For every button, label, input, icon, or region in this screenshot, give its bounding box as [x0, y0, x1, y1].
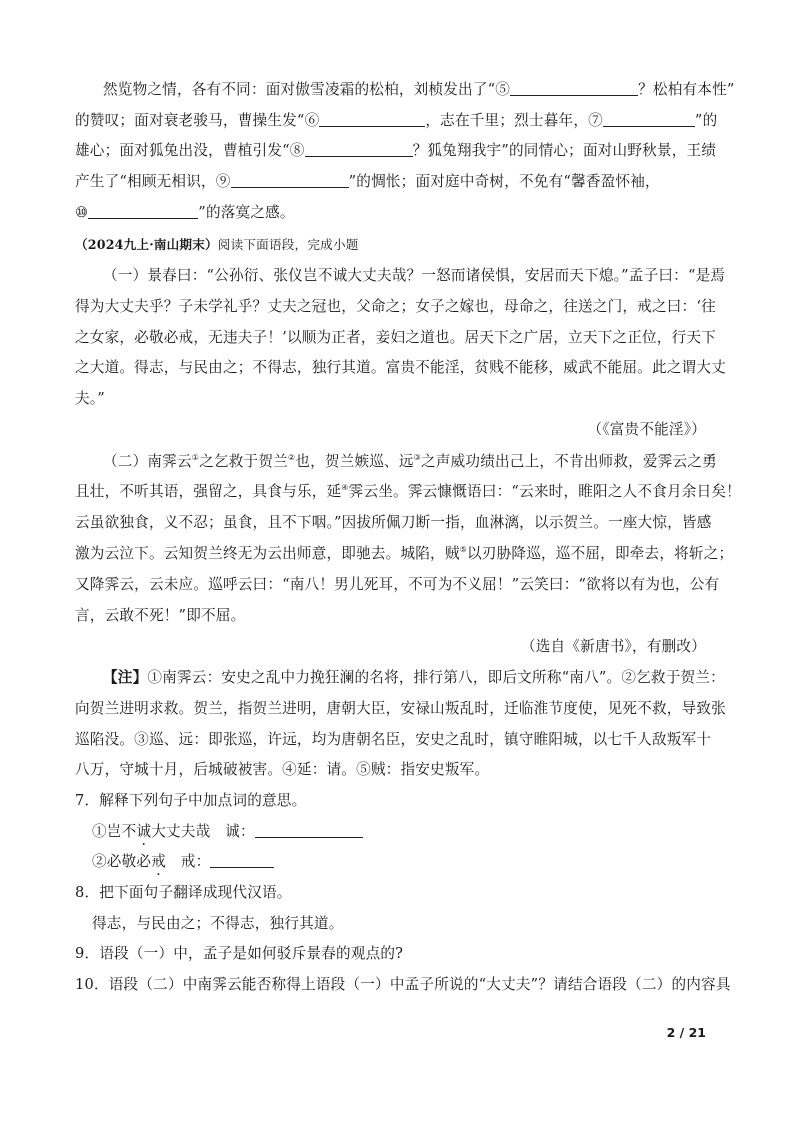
passage2-line: 言，云敢不死！”即不屈。: [75, 607, 246, 624]
question-7-item-2: [92, 852, 274, 872]
text-segment: （二）南霁云: [103, 453, 192, 470]
text-segment: ，志在千里；烈士暮年，⑦: [425, 112, 603, 129]
text-line: [75, 141, 716, 161]
passage1-line: 之大道。得志，与民由之；不得志，独行其道。富贵不能淫，贫贱不能移，威武不能屈。此之谓大丈: [75, 359, 726, 376]
notes-line: 八万，守城十月，后城破被害。④延：请。⑤贼：指安史叛军。: [75, 761, 490, 778]
text-segment: 以刃胁降巡，巡不屈，即牵去，将斩之；: [467, 545, 734, 562]
text-segment: 然览物之情，各有不同：面对傲雪凌霜的松柏，刘桢发出了“⑤: [103, 81, 511, 98]
text-segment: 霁云坐。霁云慷慨语曰：“云来时，睢阳之人不食月余日矣！: [348, 483, 741, 500]
text-segment: 雄心；面对狐兔出没，曹植引发“⑧: [75, 142, 305, 159]
passage2-line: 云虽欲独食，义不忍；虽食，且不下咽。”因拔所佩刀断一指，血淋漓，以示贺兰。一座大惊，皆感: [75, 514, 712, 531]
passage2-line: [103, 452, 717, 472]
text-segment: ”的惆怅；面对庭中奇树，不免有“馨香盈怀袖，: [348, 173, 660, 190]
footnote-ref: ②: [287, 453, 296, 462]
passage1-line: （一）景春曰：“公孙衍、张仪岂不诚大丈夫哉？一怒而诸侯惧，安居而天下熄。”孟子曰：“是焉: [103, 267, 726, 284]
source-instruction: 阅读下面语段，完成小题: [217, 237, 359, 252]
text-line: [75, 111, 717, 131]
text-segment: ①岂不: [92, 823, 137, 840]
answer-blank[interactable]: [319, 112, 425, 127]
text-segment: 之声威功绩出己上，不肯出师救，爱霁云之勇: [421, 453, 717, 470]
text-segment: ？狐兔翔我宇”的同情心；面对山野秋景，王绩: [412, 142, 717, 159]
question-8-stem: 8．把下面句子翻译成现代汉语。: [75, 884, 292, 901]
question-8-sentence: 得志，与民由之；不得志，独行其道。: [92, 915, 344, 932]
passage1-line: 得为大丈夫乎？子未学礼乎？丈夫之冠也，父命之；女子之嫁也，母命之，往送之门，戒之曰：‘往: [75, 298, 716, 315]
question-10-stem: 10．语段（二）中南霁云能否称得上语段（一）中孟子所说的“大丈夫”？请结合语段（二）的内容具: [75, 976, 731, 993]
notes-line: 巡陷没。③巡、远：即张巡，许远，均为唐朝名臣，安史之乱时，镇守睢阳城，以七千人敌叛军十: [75, 731, 712, 748]
answer-blank[interactable]: [255, 823, 363, 838]
passage2-line: [75, 482, 741, 502]
notes-line: 向贺兰进明求救。贺兰，指贺兰进明，唐朝大臣，安禄山叛乱时，迁临淮节度使，见死不救，导致张: [75, 700, 726, 717]
footnote-ref: ③: [413, 453, 422, 462]
text-line: [75, 172, 660, 192]
text-line: [75, 203, 295, 223]
answer-blank[interactable]: [88, 204, 198, 219]
footnote-ref: ①: [191, 453, 200, 462]
text-segment: ①南霁云：安史之乱中力挽狂澜的名将，排行第八，即后文所称“南八”。②乞救于贺兰：: [147, 669, 725, 686]
text-segment: 激为云泣下。云知贺兰终无为云出师意，即驰去。城陷，贼: [75, 545, 460, 562]
answer-blank[interactable]: [305, 142, 413, 157]
notes-label: 【注】: [103, 669, 148, 686]
text-segment: 之乞救于贺兰: [199, 453, 288, 470]
passage1-source: （《富贵不能淫》）: [587, 421, 706, 438]
passage2-line: [75, 544, 733, 564]
source-tag: （2024九上·南山期末）: [75, 237, 218, 252]
text-segment: ？松柏有本性”: [638, 81, 735, 98]
question-9-stem: 9．语段（一）中，孟子是如何驳斥景春的观点的?: [75, 945, 404, 962]
notes-line: [103, 668, 725, 688]
emphasized-word: 戒: [151, 853, 166, 870]
passage1-line: 夫。”: [75, 390, 105, 407]
passage1-line: 之女家，必敬必戒，无违夫子！’以顺为正者，妾妇之道也。居天下之广居，立天下之正位，行天下: [75, 329, 716, 346]
footnote-ref: ⑤: [459, 545, 468, 554]
question-source-line: [75, 235, 359, 255]
passage2-line: 又降霁云，云未应。巡呼云曰：“南八！男儿死耳，不可为不义屈！”云笑曰：“欲将以有为也，公有: [75, 576, 720, 593]
passage2-source: （选自《新唐书》，有删改）: [520, 638, 706, 655]
answer-blank[interactable]: [603, 112, 695, 127]
answer-blank[interactable]: [231, 173, 349, 188]
text-segment: ”的落寞之感。: [198, 204, 295, 221]
text-segment: ⑩: [75, 204, 89, 221]
question-7-item-1: [92, 822, 363, 842]
text-segment: ”的: [694, 112, 718, 129]
text-segment: ②必敬必: [92, 853, 152, 870]
page-number: 2 / 21: [666, 1025, 706, 1040]
text-segment: 产生了“相顾无相识，⑨: [75, 173, 231, 190]
footnote-ref: ④: [341, 483, 349, 492]
text-segment: 的赞叹；面对衰老骏马，曹操生发“⑥: [75, 112, 320, 129]
text-segment: 大丈夫哉 诚：: [151, 823, 255, 840]
text-segment: 也，贺兰嫉巡、远: [295, 453, 414, 470]
answer-blank[interactable]: [510, 81, 638, 96]
text-line: [103, 80, 735, 100]
question-7-stem: 7．解释下列句子中加点词的意思。: [75, 792, 307, 809]
text-segment: 戒：: [165, 853, 211, 870]
text-segment: 且壮，不听其语，强留之，具食与乐，延: [75, 483, 342, 500]
emphasized-word: 诚: [136, 823, 152, 840]
answer-blank[interactable]: [210, 853, 274, 868]
